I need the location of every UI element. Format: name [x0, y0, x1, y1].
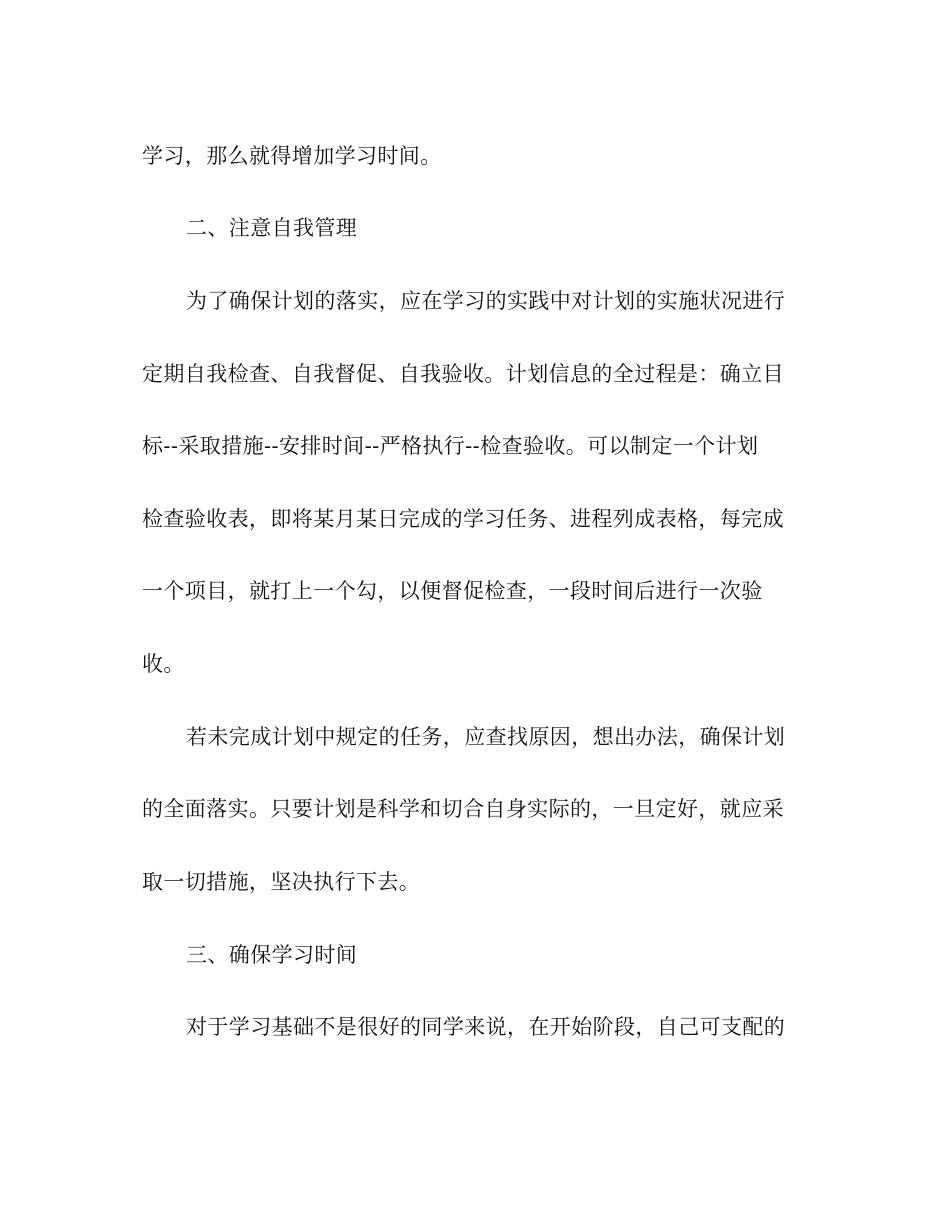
section-heading: 三、确保学习时间 — [186, 943, 358, 967]
text-line: 的全面落实。只要计划是科学和切合自身实际的，一旦定好，就应采 — [142, 797, 784, 821]
text-line: 定期自我检查、自我督促、自我验收。计划信息的全过程是：确立目 — [142, 362, 784, 386]
text-line: 一个项目，就打上一个勾，以便督促检查，一段时间后进行一次验 — [142, 579, 763, 603]
text-line: 为了确保计划的落实，应在学习的实践中对计划的实施状况进行 — [186, 289, 786, 313]
text-line: 若未完成计划中规定的任务，应查找原因，想出办法，确保计划 — [186, 725, 786, 749]
text-line: 对于学习基础不是很好的同学来说，在开始阶段，自己可支配的 — [186, 1015, 786, 1039]
text-line: 检查验收表，即将某月某日完成的学习任务、进程列成表格，每完成 — [142, 507, 784, 531]
text-line: 标--采取措施--安排时间--严格执行--检查验收。可以制定一个计划 — [142, 434, 759, 458]
section-heading: 二、注意自我管理 — [186, 216, 358, 240]
text-line: 取一切措施，坚决执行下去。 — [142, 870, 421, 894]
text-line: 学习，那么就得增加学习时间。 — [142, 144, 442, 168]
text-line: 收。 — [142, 652, 185, 676]
